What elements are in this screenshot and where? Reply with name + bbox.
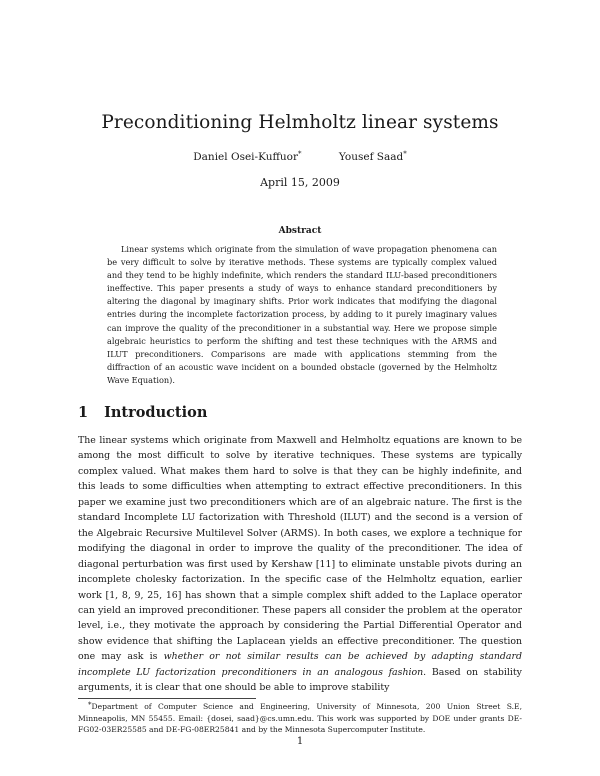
footnote-mark: * (403, 150, 407, 158)
intro-paragraph (78, 433, 522, 696)
abstract-heading: Abstract (278, 226, 322, 236)
author-name: Daniel Osei-Kuffuor (193, 151, 299, 163)
intro-question-italic: whether or not similar results can be achieved by adapting standard incomplete LU factorization preconditioners in an analogous fashion. (78, 651, 522, 678)
footnote-mark: * (88, 701, 92, 709)
author-list (0, 151, 600, 163)
section-heading (78, 404, 207, 421)
page-number: 1 (296, 736, 304, 747)
intro-text-2: Based on stability arguments, it is clear that one should be able to improve stability (78, 666, 522, 694)
section-number: 1 (78, 404, 89, 421)
author-2 (339, 151, 407, 163)
footnote-text: Department of Computer Science and Engineering, University of Minnesota, 200 Union Street S.E, Minneapolis, MN 55455. Email: {dosei, saad}@cs.umn.edu. This work was supported by DOE under grants DE-FG02-03ER25585 and DE-FG-08ER25841 and by the Minnesota Supercomputer Institute. (78, 702, 522, 734)
author-name: Yousef Saad (338, 151, 404, 163)
footnote-rule (78, 698, 256, 699)
paper-date: April 15, 2009 (260, 176, 340, 189)
footnote (78, 701, 522, 736)
intro-text-1: The linear systems which originate from Maxwell and Helmholtz equations are known to be among the most difficult to solve by iterative techniques. These systems are typically complex valued. What makes them hard to solve is that they can be highly indefinite, and this leads to some difficulties when attempting to extract effective preconditioners. In this paper we examine just two preconditioners which are of an algebraic nature. The first is the standard Incomplete LU factorization with Threshold (ILUT) and the second is a version of the Algebraic Recursive Multilevel Solver (ARMS). In both cases, we explore a technique for modifying the diagonal in order to improve the quality of the preconditioner. The idea of diagonal perturbation was first used by Kershaw [11] to eliminate unstable pivots during an incomplete cholesky factorization. In the specific case of the Helmholtz equation, earlier work [1, 8, 9, 25, 16] has shown that a simple complex shift added to the Laplace operator can yield an improved preconditioner. These papers all consider the problem at the operator level, i.e., they motivate the approach by considering the Partial Differential Operator and show evidence that shifting the Laplacean yields an effective preconditioner. The question one may ask is (78, 435, 522, 663)
abstract-text: Linear systems which originate from the simulation of wave propagation phenomena can be very difficult to solve by iterative methods. These systems are typically complex valued and they tend to be highly indefinite, which renders the standard ILU-based preconditioners ineffective. This paper presents a study of ways to enhance standard preconditioners by altering the diagonal by imaginary shifts. Prior work indicates that modifying the diagonal entries during the incomplete factorization process, by adding to it purely imaginary values can improve the quality of the preconditioner in a substantial way. Here we propose simple algebraic heuristics to perform the shifting and test these techniques with the ARMS and ILUT preconditioners. Comparisons are made with applications stemming from the diffraction of an acoustic wave incident on a bounded obstacle (governed by the Helmholtz Wave Equation). (107, 244, 497, 385)
paper-title: Preconditioning Helmholtz linear systems (101, 112, 499, 133)
footnote-mark: * (298, 150, 302, 158)
author-1 (193, 151, 301, 163)
section-title: Introduction (104, 404, 208, 421)
